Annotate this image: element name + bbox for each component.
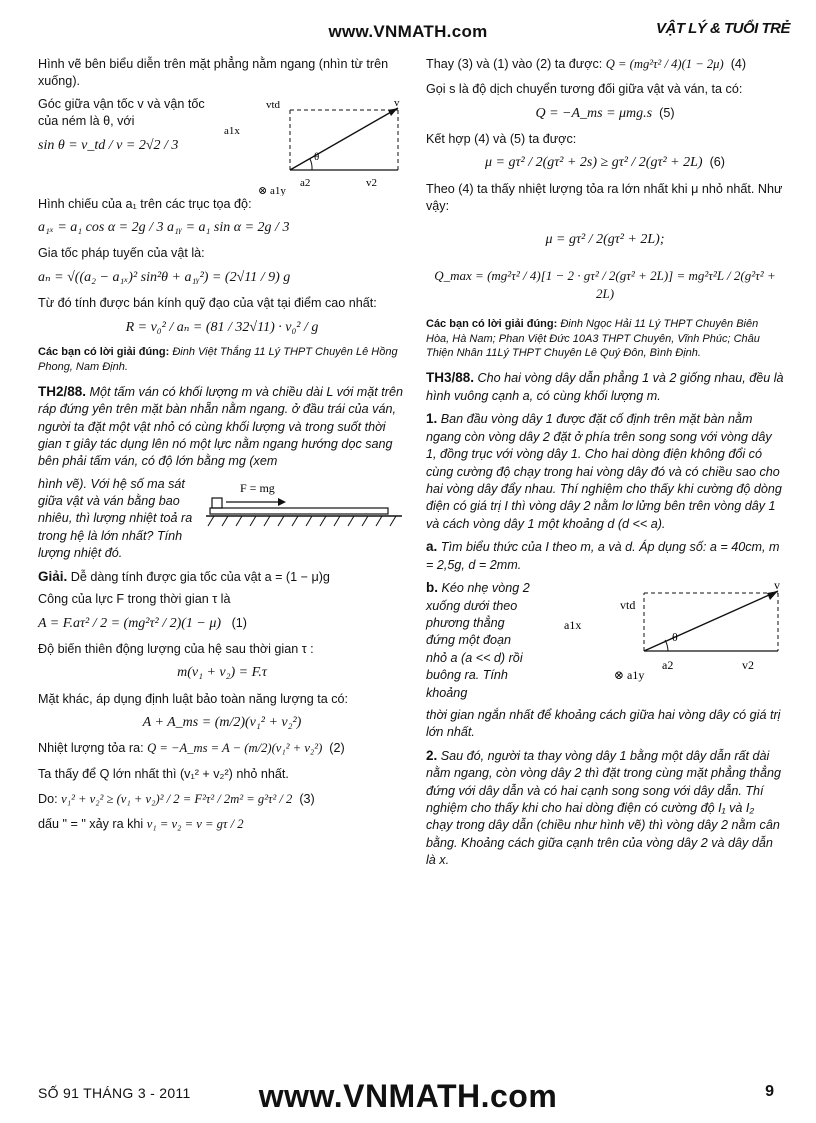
projection-equation: a₁ₓ = a₁ cos α = 2g / 3 a₁ᵧ = a₁ sin α = 2g / 3 — [38, 220, 290, 236]
an-equation: aₙ = √((a₂ − a₁ₓ)² sin²θ + a₁ᵧ²) = (2√11 / 9) g — [38, 269, 291, 285]
angle-text: Góc giữa vận tốc v và vận tốc của ném là θ, với — [38, 96, 205, 129]
part-a — [426, 538, 784, 574]
a2-label: a2 — [300, 176, 311, 189]
vtd-label-2: vtd — [620, 598, 636, 613]
velocity-diagram-1 — [216, 96, 406, 196]
radius-text: Từ đó tính được bán kính quỹ đạo của vật tại điểm cao nhất: — [38, 296, 377, 311]
th2-text-b: hình vẽ). Với hệ số ma sát giữa vật và ván bằng bao nhiêu, thì lượng nhiệt toả ra trong hệ là lớn nhất? Tính lượng nhiệt đó. — [38, 476, 193, 561]
equation-1-body: A = F.aτ² / 2 = (mg²τ² / 2)(1 − μ) — [38, 615, 222, 631]
theta-label-2: θ — [672, 630, 678, 645]
equality-equation: v₁ = v₂ = v = gτ / 2 — [146, 817, 244, 832]
v2-label: v2 — [366, 176, 377, 189]
conclusion-text: Theo (4) ta thấy nhiệt lượng tỏa ra lớn nhất khi μ nhỏ nhất. Như vậy: — [426, 181, 783, 214]
part-a-number: a. — [426, 539, 438, 555]
solution-line-1 — [38, 568, 406, 587]
equation-2-body: Q = −A_ms = A − (m/2)(v₁² + v₂²) — [147, 741, 323, 756]
solution-tag: Giải. — [38, 568, 68, 584]
solvers-label: Các bạn có lời giải đúng: — [38, 345, 170, 358]
solution-text-1: Dễ dàng tính được gia tốc của vật a = (1 − μ)g — [70, 569, 330, 584]
part-2-text: Sau đó, người ta thay vòng dây 1 bằng một dây dẫn rất dài nằm ngang, còn vòng dây 2 thì đặt trong cùng mặt phẳng thẳng đứng với dây dẫn và có hai cạnh song song với dây dẫn. Thí nghiệm cho thấy khi cho hai dòng điện có cường độ I₁ và I₂ chạy trong dây dẫn (chiều như hình vẽ) thì vòng dây 2 nằm cân bằng. Khoảng cách giữa cạnh trên của vòng dây 2 và dây dẫn là x. — [426, 748, 781, 868]
magazine-brand: VẬT LÝ & TUỔI TRẺ — [656, 20, 790, 37]
heat-line — [38, 740, 406, 757]
small-block — [212, 498, 222, 508]
part-b-text-b: thời gian ngắn nhất để khoảng cách giữa hai vòng dây có giá trị lớn nhất. — [426, 707, 781, 740]
part-b-text-a-body: Kéo nhẹ vòng 2 xuống dưới theo phương thẳng đứng một đoạn nhỏ a (a << d) rồi buông ra. Tính khoảng — [426, 581, 530, 700]
solvers-th2 — [426, 317, 784, 362]
equation-1 — [38, 614, 406, 633]
equation-5-body: Q = −A_ms = μmg.s — [535, 105, 653, 121]
part-b-block — [426, 579, 784, 707]
equation-5 — [426, 104, 784, 123]
equation-6-body: μ = gτ² / 2(gτ² + 2s) ≥ gτ² / 2(gτ² + 2L) — [485, 155, 703, 171]
th2-tag: TH2/88. — [38, 383, 87, 399]
a2-label-2: a2 — [662, 658, 674, 673]
equation-5-number: (5) — [659, 105, 675, 120]
plank-diagram — [206, 476, 406, 540]
displacement-text: Gọi s là độ dịch chuyển tương đối giữa vật và ván, ta có: — [426, 82, 743, 97]
do-label: Do: — [38, 791, 58, 806]
substitution-line — [426, 56, 784, 73]
th2-problem — [38, 383, 406, 471]
force-label: F = mg — [240, 480, 275, 495]
heat-label: Nhiệt lượng tỏa ra: — [38, 741, 144, 756]
a1x-label: a1x — [224, 124, 240, 137]
left-column — [38, 56, 406, 839]
v-label-2: v — [774, 579, 780, 593]
solution-text-5: Ta thấy để Q lớn nhất thì (v₁² + v₂²) nhỏ nhất. — [38, 766, 289, 781]
projection-text: Hình chiếu của a₁ trên các trục tọa độ: — [38, 196, 252, 211]
issue-label: SỐ 91 THÁNG 3 - 2011 — [38, 1085, 191, 1101]
solution-text-4: Mặt khác, áp dụng định luật bảo toàn năng lượng ta có: — [38, 691, 349, 706]
equation-6 — [426, 153, 784, 172]
th3-tag: TH3/88. — [426, 370, 475, 386]
th3-problem — [426, 369, 784, 405]
part-1-number: 1. — [426, 411, 438, 427]
footer-url: www.VNMATH.com — [258, 1078, 558, 1114]
equation-4-body: Q = (mg²τ² / 4)(1 − 2μ) — [605, 57, 724, 71]
equation-4-number: (4) — [730, 57, 747, 71]
plank — [210, 508, 388, 514]
radius-equation: R = v₀² / aₙ = (81 / 32√11) · v₀² / g — [125, 319, 319, 335]
page-number: 9 — [765, 1083, 774, 1100]
energy-equation: A + A_ms = (m/2)(v₁² + v₂²) — [142, 714, 302, 730]
equation-2-number: (2) — [329, 741, 345, 756]
solution-text-2: Công của lực F trong thời gian τ là — [38, 592, 231, 607]
mu-equation: μ = gτ² / 2(gτ² + 2L); — [545, 231, 665, 247]
qmax-equation: Q_max = (mg²τ² / 4)[1 − 2 · gτ² / 2(gτ² + 2L)] = mg²τ²L / 2(g²τ² + 2L) — [434, 267, 776, 301]
velocity-diagram-2 — [534, 579, 784, 683]
vtd-label: vtd — [266, 98, 281, 111]
theta-label: θ — [314, 150, 320, 163]
table-hatching — [208, 516, 396, 526]
th2-text-a: Một tấm ván có khối lượng m và chiều dài L với mặt trên ráp đứng yên trên mặt bàn nhẵn nằm ngang. ở đầu trái của ván, người ta đặt một vật nhỏ có cùng khối lượng và trong suốt thời gian τ giây tác dụng lên nó một lực nằm ngang hướng dọc sang bên phải tấm ván, có độ lớn bằng mg (xem — [38, 384, 403, 469]
intro-text: Hình vẽ bên biểu diễn trên mặt phẳng nằm ngang (nhìn từ trên xuống). — [38, 57, 389, 89]
part-2-number: 2. — [426, 747, 438, 763]
v2-label-2: v2 — [742, 658, 754, 673]
part-2 — [426, 747, 784, 870]
v-vector — [290, 108, 398, 170]
substitution-text: Thay (3) và (1) vào (2) ta được: — [426, 57, 603, 71]
part-1-text: Ban đầu vòng dây 1 được đặt cố định trên mặt bàn nằm ngang còn vòng dây 2 đặt ở phía trên song song với vòng dây 1, đồng trục với vòng dây 1. Cho hai dòng điện không đổi có cùng cường độ chạy trong hai vòng dây đó và có chiều sao cho hai vòng dây đẩy nhau. Thí nghiệm cho thấy khi cường độ dòng điện có giá trị I thì vòng dây 2 nằm lơ lửng bên trên vòng dây 1 và cách vòng dây 1 một khoảng d (d << a). — [426, 412, 782, 531]
equation-1-number: (1) — [231, 615, 247, 630]
equation-3-body: v₁² + v₂² ≥ (v₁ + v₂)² / 2 = F²τ² / 2m² = g²τ² / 2 — [61, 791, 293, 806]
solvers-th1 — [38, 345, 406, 375]
part-1 — [426, 410, 784, 533]
part-a-text: Tìm biểu thức của I theo m, a và d. Áp dụng số: a = 40cm, m = 2,5g, d = 2mm. — [426, 540, 780, 572]
velocity-block — [38, 96, 406, 196]
equality-line — [38, 816, 406, 833]
momentum-equation: m(v₁ + v₂) = F.τ — [177, 665, 267, 681]
equation-3-number: (3) — [299, 791, 315, 806]
combine-text: Kết hợp (4) và (5) ta được: — [426, 132, 577, 147]
right-column — [426, 56, 784, 875]
a1y-label-2: ⊗ a1y — [614, 668, 645, 683]
v-vector-2 — [644, 591, 778, 651]
solvers-label-2: Các bạn có lời giải đúng: — [426, 317, 558, 330]
equation-6-number: (6) — [709, 155, 725, 170]
plank-block — [38, 476, 406, 568]
header-url: www.VNMATH.com — [328, 22, 488, 41]
equality-text: dấu " = " xảy ra khi — [38, 817, 144, 832]
a1x-label-2: a1x — [564, 618, 582, 633]
th3-intro: Cho hai vòng dây dẫn phẳng 1 và 2 giống nhau, đều là hình vuông cạnh a, có cùng khối lượng m. — [426, 371, 784, 403]
v-label: v — [394, 96, 400, 109]
solvers-names: Đinh Việt Thắng 11 Lý THPT Chuyên Lê Hồng Phong, Nam Định. — [38, 345, 398, 373]
do-line — [38, 791, 406, 808]
a1y-label: ⊗ a1y — [258, 184, 286, 196]
solution-text-3: Độ biến thiên động lượng của hệ sau thời gian τ : — [38, 641, 314, 656]
normal-acc-text: Gia tốc pháp tuyến của vật là: — [38, 246, 205, 261]
sin-equation: sin θ = v_td / v = 2√2 / 3 — [38, 137, 179, 153]
solvers-names-2: Đinh Ngọc Hải 11 Lý THPT Chuyên Biên Hòa, Hà Nam; Phan Việt Đức 10A3 THPT Chuyên, Vĩnh Phúc; Châu Thiện Nhân 11Lý THPT Chuyên Lê Quý Đôn, Bình Định. — [426, 317, 760, 360]
part-b-number: b. — [426, 580, 438, 596]
